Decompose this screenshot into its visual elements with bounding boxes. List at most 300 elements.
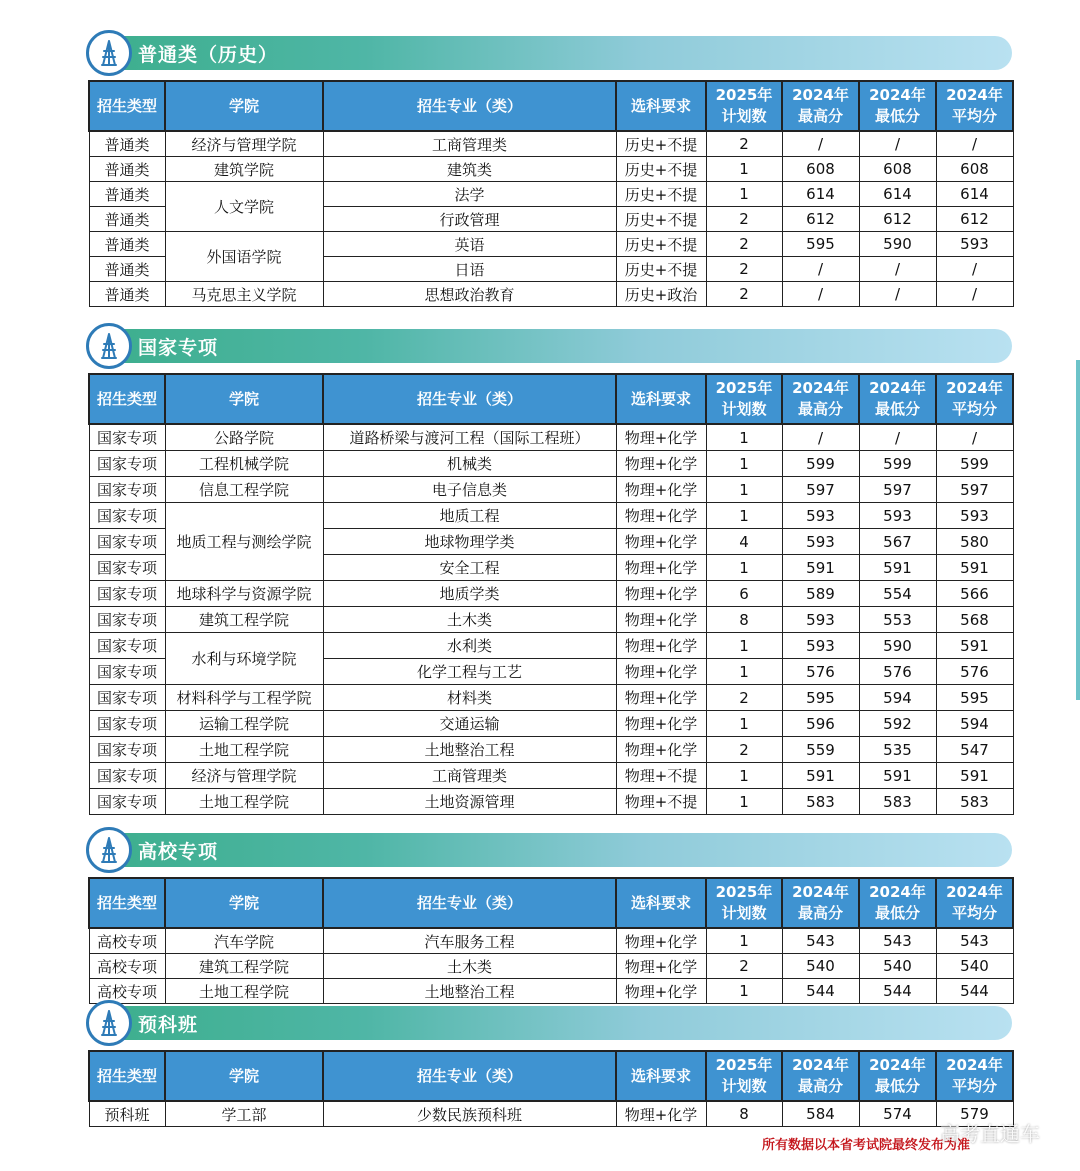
watermark: 高考直通车	[940, 1122, 1040, 1146]
max-cell: 583	[782, 789, 859, 815]
avg-cell: 544	[936, 979, 1013, 1004]
max-header-line: 2024年	[792, 1056, 849, 1074]
max-cell: 576	[782, 659, 859, 685]
avg-header-line: 2024年	[946, 883, 1003, 901]
major-cell: 行政管理	[323, 207, 616, 232]
section-title: 预科班	[138, 1013, 199, 1036]
max-cell: 593	[782, 607, 859, 633]
subject-cell: 物理+化学	[616, 711, 706, 737]
section-national-special	[88, 329, 1012, 815]
subject-cell: 物理+化学	[616, 451, 706, 477]
table-row	[89, 157, 1013, 182]
header-row	[89, 81, 1013, 131]
avg-cell: /	[936, 131, 1013, 157]
type-cell: 国家专项	[89, 633, 165, 659]
major-cell: 水利类	[323, 633, 616, 659]
subject-cell: 物理+化学	[616, 607, 706, 633]
subject-cell: 物理+化学	[616, 928, 706, 954]
type-cell: 国家专项	[89, 581, 165, 607]
avg-cell: 566	[936, 581, 1013, 607]
college-cell: 土地工程学院	[165, 789, 323, 815]
min-cell: 554	[859, 581, 936, 607]
major-cell: 少数民族预科班	[323, 1101, 616, 1127]
max-cell: /	[782, 424, 859, 451]
min-header	[859, 81, 936, 131]
major-cell: 安全工程	[323, 555, 616, 581]
table-row	[89, 182, 1013, 207]
section-banner	[88, 36, 1012, 70]
min-header-line: 2024年	[869, 883, 926, 901]
major-cell: 工商管理类	[323, 131, 616, 157]
type-cell: 国家专项	[89, 607, 165, 633]
max-header	[782, 374, 859, 424]
college-header: 学院	[165, 1051, 323, 1101]
subject-cell: 物理+化学	[616, 1101, 706, 1127]
college-header: 学院	[165, 81, 323, 131]
max-cell: 593	[782, 633, 859, 659]
max-cell: 544	[782, 979, 859, 1004]
major-cell: 土地整治工程	[323, 737, 616, 763]
type-cell: 普通类	[89, 282, 165, 307]
avg-cell: 540	[936, 954, 1013, 979]
table-row	[89, 979, 1013, 1004]
type-cell: 国家专项	[89, 451, 165, 477]
college-cell: 建筑学院	[165, 157, 323, 182]
avg-cell: 579	[936, 1101, 1013, 1127]
avg-cell: 593	[936, 232, 1013, 257]
max-header-line: 2024年	[792, 379, 849, 397]
type-cell: 普通类	[89, 257, 165, 282]
max-header	[782, 1051, 859, 1101]
type-header: 招生类型	[89, 374, 165, 424]
min-header-line: 2024年	[869, 379, 926, 397]
min-cell: 599	[859, 451, 936, 477]
max-cell: 593	[782, 529, 859, 555]
avg-cell: 597	[936, 477, 1013, 503]
plan-header-line: 计划数	[721, 400, 767, 418]
major-cell: 思想政治教育	[323, 282, 616, 307]
admission-table	[88, 80, 1014, 307]
college-cell: 建筑工程学院	[165, 954, 323, 979]
plan-cell: 1	[706, 928, 782, 954]
table-row	[89, 477, 1013, 503]
plan-cell: 1	[706, 477, 782, 503]
max-cell: 614	[782, 182, 859, 207]
plan-header	[706, 878, 782, 928]
college-cell: 外国语学院	[165, 232, 323, 282]
college-cell: 土地工程学院	[165, 737, 323, 763]
avg-cell: 568	[936, 607, 1013, 633]
major-cell: 建筑类	[323, 157, 616, 182]
plan-cell: 2	[706, 737, 782, 763]
min-cell: /	[859, 424, 936, 451]
min-header-line: 最低分	[874, 400, 920, 418]
avg-header-line: 2024年	[946, 86, 1003, 104]
min-cell: 614	[859, 182, 936, 207]
type-cell: 国家专项	[89, 424, 165, 451]
type-cell: 普通类	[89, 157, 165, 182]
type-cell: 国家专项	[89, 737, 165, 763]
college-cell: 经济与管理学院	[165, 131, 323, 157]
type-cell: 高校专项	[89, 979, 165, 1004]
subject-cell: 物理+不提	[616, 763, 706, 789]
section-title: 国家专项	[138, 336, 219, 359]
table-row	[89, 633, 1013, 659]
plan-cell: 2	[706, 954, 782, 979]
type-cell: 国家专项	[89, 529, 165, 555]
min-cell: 540	[859, 954, 936, 979]
major-cell: 交通运输	[323, 711, 616, 737]
major-cell: 材料类	[323, 685, 616, 711]
avg-cell: 576	[936, 659, 1013, 685]
min-header	[859, 1051, 936, 1101]
subject-cell: 历史+不提	[616, 232, 706, 257]
page-edge-decoration	[1076, 360, 1080, 700]
table-row	[89, 282, 1013, 307]
max-cell: 589	[782, 581, 859, 607]
plan-header-line: 2025年	[715, 86, 773, 104]
avg-header	[936, 81, 1013, 131]
type-cell: 国家专项	[89, 659, 165, 685]
college-header: 学院	[165, 878, 323, 928]
max-cell: 559	[782, 737, 859, 763]
max-header-line: 2024年	[792, 86, 849, 104]
subject-cell: 历史+不提	[616, 207, 706, 232]
section-college-special	[88, 833, 1012, 1004]
plan-cell: 1	[706, 979, 782, 1004]
college-cell: 地球科学与资源学院	[165, 581, 323, 607]
avg-header-line: 平均分	[951, 107, 997, 125]
max-header-line: 最高分	[797, 107, 843, 125]
admission-table	[88, 1050, 1014, 1127]
min-cell: 597	[859, 477, 936, 503]
major-cell: 汽车服务工程	[323, 928, 616, 954]
subject-cell: 物理+化学	[616, 581, 706, 607]
subject-cell: 物理+化学	[616, 477, 706, 503]
plan-cell: 1	[706, 424, 782, 451]
major-cell: 地质学类	[323, 581, 616, 607]
major-cell: 法学	[323, 182, 616, 207]
header-row	[89, 1051, 1013, 1101]
avg-cell: 547	[936, 737, 1013, 763]
min-cell: 591	[859, 555, 936, 581]
type-cell: 高校专项	[89, 928, 165, 954]
plan-header	[706, 1051, 782, 1101]
table-row	[89, 928, 1013, 954]
major-header: 招生专业（类）	[323, 374, 616, 424]
plan-cell: 6	[706, 581, 782, 607]
min-cell: /	[859, 282, 936, 307]
subject-header: 选科要求	[616, 1051, 706, 1101]
plan-cell: 1	[706, 182, 782, 207]
type-cell: 国家专项	[89, 711, 165, 737]
min-header-line: 2024年	[869, 86, 926, 104]
min-cell: 567	[859, 529, 936, 555]
section-banner	[88, 1006, 1012, 1040]
min-header-line: 最低分	[874, 1077, 920, 1095]
avg-header-line: 平均分	[951, 904, 997, 922]
max-cell: 612	[782, 207, 859, 232]
major-cell: 机械类	[323, 451, 616, 477]
plan-cell: 1	[706, 711, 782, 737]
section-title: 高校专项	[138, 840, 219, 863]
avg-cell: 583	[936, 789, 1013, 815]
avg-header-line: 平均分	[951, 1077, 997, 1095]
avg-cell: 599	[936, 451, 1013, 477]
tower-logo-icon	[86, 827, 132, 873]
max-cell: 591	[782, 763, 859, 789]
major-cell: 工商管理类	[323, 763, 616, 789]
plan-cell: 1	[706, 789, 782, 815]
type-header: 招生类型	[89, 81, 165, 131]
type-cell: 普通类	[89, 207, 165, 232]
major-cell: 电子信息类	[323, 477, 616, 503]
admission-table	[88, 373, 1014, 815]
avg-cell: 591	[936, 555, 1013, 581]
plan-header-line: 2025年	[715, 883, 773, 901]
subject-cell: 物理+化学	[616, 529, 706, 555]
type-cell: 国家专项	[89, 763, 165, 789]
max-cell: 540	[782, 954, 859, 979]
max-header-line: 最高分	[797, 400, 843, 418]
avg-cell: 608	[936, 157, 1013, 182]
type-header: 招生类型	[89, 878, 165, 928]
plan-header-line: 计划数	[721, 1077, 767, 1095]
min-cell: 543	[859, 928, 936, 954]
avg-cell: 591	[936, 763, 1013, 789]
max-cell: 596	[782, 711, 859, 737]
major-cell: 化学工程与工艺	[323, 659, 616, 685]
subject-cell: 物理+化学	[616, 555, 706, 581]
subject-header: 选科要求	[616, 81, 706, 131]
college-cell: 地质工程与测绘学院	[165, 503, 323, 581]
plan-cell: 8	[706, 607, 782, 633]
max-header	[782, 878, 859, 928]
major-cell: 土木类	[323, 954, 616, 979]
type-cell: 预科班	[89, 1101, 165, 1127]
avg-cell: 591	[936, 633, 1013, 659]
max-cell: 599	[782, 451, 859, 477]
type-cell: 普通类	[89, 131, 165, 157]
college-cell: 材料科学与工程学院	[165, 685, 323, 711]
avg-header-line: 平均分	[951, 400, 997, 418]
college-cell: 建筑工程学院	[165, 607, 323, 633]
plan-cell: 2	[706, 685, 782, 711]
avg-cell: 580	[936, 529, 1013, 555]
type-cell: 国家专项	[89, 685, 165, 711]
major-header: 招生专业（类）	[323, 81, 616, 131]
major-cell: 英语	[323, 232, 616, 257]
college-cell: 汽车学院	[165, 928, 323, 954]
type-cell: 普通类	[89, 232, 165, 257]
min-cell: 591	[859, 763, 936, 789]
major-cell: 地球物理学类	[323, 529, 616, 555]
type-cell: 国家专项	[89, 477, 165, 503]
college-cell: 运输工程学院	[165, 711, 323, 737]
subject-cell: 物理+化学	[616, 503, 706, 529]
max-header-line: 最高分	[797, 904, 843, 922]
college-cell: 公路学院	[165, 424, 323, 451]
table-row	[89, 451, 1013, 477]
plan-header-line: 计划数	[721, 107, 767, 125]
plan-cell: 1	[706, 451, 782, 477]
table-row	[89, 581, 1013, 607]
table-row	[89, 789, 1013, 815]
max-cell: 584	[782, 1101, 859, 1127]
subject-cell: 物理+化学	[616, 424, 706, 451]
plan-header-line: 计划数	[721, 904, 767, 922]
max-header	[782, 81, 859, 131]
plan-header	[706, 81, 782, 131]
college-cell: 水利与环境学院	[165, 633, 323, 685]
max-cell: 593	[782, 503, 859, 529]
max-header-line: 2024年	[792, 883, 849, 901]
plan-cell: 8	[706, 1101, 782, 1127]
avg-cell: 595	[936, 685, 1013, 711]
tower-logo-icon	[86, 323, 132, 369]
max-cell: 608	[782, 157, 859, 182]
avg-cell: /	[936, 424, 1013, 451]
header-row	[89, 374, 1013, 424]
major-cell: 日语	[323, 257, 616, 282]
college-cell: 信息工程学院	[165, 477, 323, 503]
section-title: 普通类（历史）	[138, 43, 279, 66]
min-header-line: 最低分	[874, 904, 920, 922]
min-cell: 590	[859, 232, 936, 257]
min-header	[859, 878, 936, 928]
college-cell: 马克思主义学院	[165, 282, 323, 307]
header-row	[89, 878, 1013, 928]
table-row	[89, 232, 1013, 257]
subject-cell: 历史+不提	[616, 131, 706, 157]
avg-cell: /	[936, 257, 1013, 282]
section-history	[88, 36, 1012, 307]
avg-cell: 612	[936, 207, 1013, 232]
min-cell: 593	[859, 503, 936, 529]
plan-cell: 2	[706, 257, 782, 282]
plan-header-line: 2025年	[715, 1056, 773, 1074]
college-cell: 人文学院	[165, 182, 323, 232]
plan-cell: 4	[706, 529, 782, 555]
college-cell: 经济与管理学院	[165, 763, 323, 789]
subject-cell: 物理+化学	[616, 979, 706, 1004]
max-cell: 595	[782, 232, 859, 257]
college-cell: 工程机械学院	[165, 451, 323, 477]
major-header: 招生专业（类）	[323, 1051, 616, 1101]
avg-cell: 614	[936, 182, 1013, 207]
plan-cell: 1	[706, 659, 782, 685]
min-header-line: 2024年	[869, 1056, 926, 1074]
type-cell: 高校专项	[89, 954, 165, 979]
min-cell: 544	[859, 979, 936, 1004]
plan-cell: 1	[706, 503, 782, 529]
min-header-line: 最低分	[874, 107, 920, 125]
max-cell: /	[782, 131, 859, 157]
avg-header	[936, 878, 1013, 928]
footnote: 所有数据以本省考试院最终发布为准	[762, 1138, 971, 1153]
table-row	[89, 131, 1013, 157]
type-cell: 国家专项	[89, 555, 165, 581]
avg-cell: 593	[936, 503, 1013, 529]
table-row	[89, 1101, 1013, 1127]
subject-cell: 历史+不提	[616, 182, 706, 207]
min-cell: 608	[859, 157, 936, 182]
avg-cell: 594	[936, 711, 1013, 737]
type-cell: 国家专项	[89, 789, 165, 815]
subject-cell: 物理+化学	[616, 659, 706, 685]
subject-cell: 历史+不提	[616, 257, 706, 282]
avg-cell: 543	[936, 928, 1013, 954]
max-header-line: 最高分	[797, 1077, 843, 1095]
max-cell: 591	[782, 555, 859, 581]
table-row	[89, 607, 1013, 633]
tower-logo-icon	[86, 1000, 132, 1046]
plan-header-line: 2025年	[715, 379, 773, 397]
major-cell: 道路桥梁与渡河工程（国际工程班）	[323, 424, 616, 451]
subject-cell: 物理+化学	[616, 954, 706, 979]
table-row	[89, 685, 1013, 711]
subject-header: 选科要求	[616, 374, 706, 424]
min-cell: 574	[859, 1101, 936, 1127]
major-cell: 土地资源管理	[323, 789, 616, 815]
avg-cell: /	[936, 282, 1013, 307]
min-cell: /	[859, 257, 936, 282]
plan-cell: 2	[706, 232, 782, 257]
max-cell: /	[782, 257, 859, 282]
min-cell: 594	[859, 685, 936, 711]
section-banner	[88, 329, 1012, 363]
subject-cell: 物理+化学	[616, 737, 706, 763]
subject-cell: 物理+不提	[616, 789, 706, 815]
plan-cell: 2	[706, 207, 782, 232]
min-cell: 553	[859, 607, 936, 633]
type-cell: 国家专项	[89, 503, 165, 529]
plan-cell: 1	[706, 763, 782, 789]
min-cell: 612	[859, 207, 936, 232]
type-cell: 普通类	[89, 182, 165, 207]
subject-cell: 历史+政治	[616, 282, 706, 307]
max-cell: 595	[782, 685, 859, 711]
min-cell: 590	[859, 633, 936, 659]
min-cell: 592	[859, 711, 936, 737]
max-cell: /	[782, 282, 859, 307]
table-row	[89, 503, 1013, 529]
avg-header	[936, 374, 1013, 424]
table-row	[89, 424, 1013, 451]
avg-header	[936, 1051, 1013, 1101]
plan-cell: 1	[706, 555, 782, 581]
college-cell: 学工部	[165, 1101, 323, 1127]
admission-table	[88, 877, 1014, 1004]
major-cell: 土地整治工程	[323, 979, 616, 1004]
plan-cell: 2	[706, 131, 782, 157]
avg-header-line: 2024年	[946, 379, 1003, 397]
max-cell: 597	[782, 477, 859, 503]
section-banner	[88, 833, 1012, 867]
plan-cell: 2	[706, 282, 782, 307]
min-cell: /	[859, 131, 936, 157]
plan-header	[706, 374, 782, 424]
type-header: 招生类型	[89, 1051, 165, 1101]
avg-header-line: 2024年	[946, 1056, 1003, 1074]
section-preparatory	[88, 1006, 1012, 1127]
min-cell: 535	[859, 737, 936, 763]
table-row	[89, 711, 1013, 737]
college-cell: 土地工程学院	[165, 979, 323, 1004]
subject-header: 选科要求	[616, 878, 706, 928]
plan-cell: 1	[706, 633, 782, 659]
major-cell: 土木类	[323, 607, 616, 633]
